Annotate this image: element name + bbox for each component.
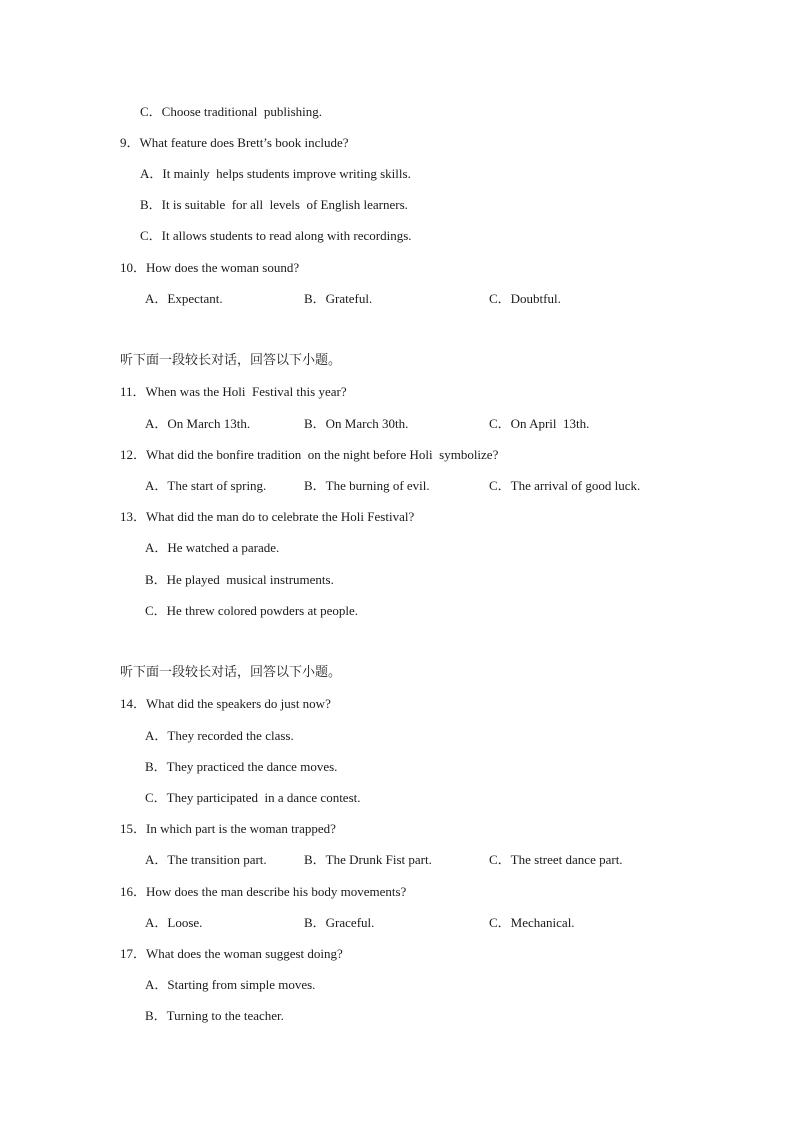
q11-question: 11．When was the Holi Festival this year? xyxy=(120,384,347,399)
q9-question: 9．What feature does Brett’s book include? xyxy=(120,135,349,150)
q8-option-c: C．Choose traditional publishing. xyxy=(140,104,322,119)
q12-option-c: C．The arrival of good luck. xyxy=(489,478,641,493)
q17-option-a: A．Starting from simple moves. xyxy=(145,977,316,992)
q17-question: 17．What does the woman suggest doing? xyxy=(120,946,343,961)
q11-option-a: A．On March 13th. xyxy=(145,416,251,431)
q9-option-b: B．It is suitable for all levels of English learners. xyxy=(140,197,408,212)
q10-option-b: B．Grateful. xyxy=(304,291,373,306)
q14-question: 14．What did the speakers do just now? xyxy=(120,696,331,711)
q11-option-b: B．On March 30th. xyxy=(304,416,409,431)
q15-question: 15．In which part is the woman trapped? xyxy=(120,821,336,836)
q16-option-c: C．Mechanical. xyxy=(489,915,575,930)
q13-option-a: A．He watched a parade. xyxy=(145,540,280,555)
q11-option-c: C．On April 13th. xyxy=(489,416,590,431)
q13-question: 13．What did the man do to celebrate the Holi Festival? xyxy=(120,509,415,524)
q16-option-a: A．Loose. xyxy=(145,915,203,930)
q10-question: 10．How does the woman sound? xyxy=(120,260,300,275)
q13-option-b: B．He played musical instruments. xyxy=(145,572,334,587)
q12-question: 12．What did the bonfire tradition on the night before Holi symbolize? xyxy=(120,447,499,462)
q12-option-b: B．The burning of evil. xyxy=(304,478,430,493)
q12-option-a: A．The start of spring. xyxy=(145,478,267,493)
section-instruction-2: 听下面一段较长对话，回答以下小题。 xyxy=(120,665,342,680)
section-instruction-1: 听下面一段较长对话，回答以下小题。 xyxy=(120,353,342,368)
q15-option-a: A．The transition part. xyxy=(145,852,267,867)
q9-option-a: A．It mainly helps students improve writing skills. xyxy=(140,166,411,181)
q10-option-c: C．Doubtful. xyxy=(489,291,561,306)
q14-option-c: C．They participated in a dance contest. xyxy=(145,790,361,805)
q16-question: 16．How does the man describe his body movements? xyxy=(120,884,407,899)
q14-option-b: B．They practiced the dance moves. xyxy=(145,759,338,774)
q9-option-c: C．It allows students to read along with recordings. xyxy=(140,228,412,243)
q13-option-c: C．He threw colored powders at people. xyxy=(145,603,358,618)
q10-option-a: A．Expectant. xyxy=(145,291,223,306)
q14-option-a: A．They recorded the class. xyxy=(145,728,294,743)
q15-option-b: B．The Drunk Fist part. xyxy=(304,852,432,867)
q16-option-b: B．Graceful. xyxy=(304,915,375,930)
q15-option-c: C．The street dance part. xyxy=(489,852,623,867)
q17-option-b: B．Turning to the teacher. xyxy=(145,1008,284,1023)
